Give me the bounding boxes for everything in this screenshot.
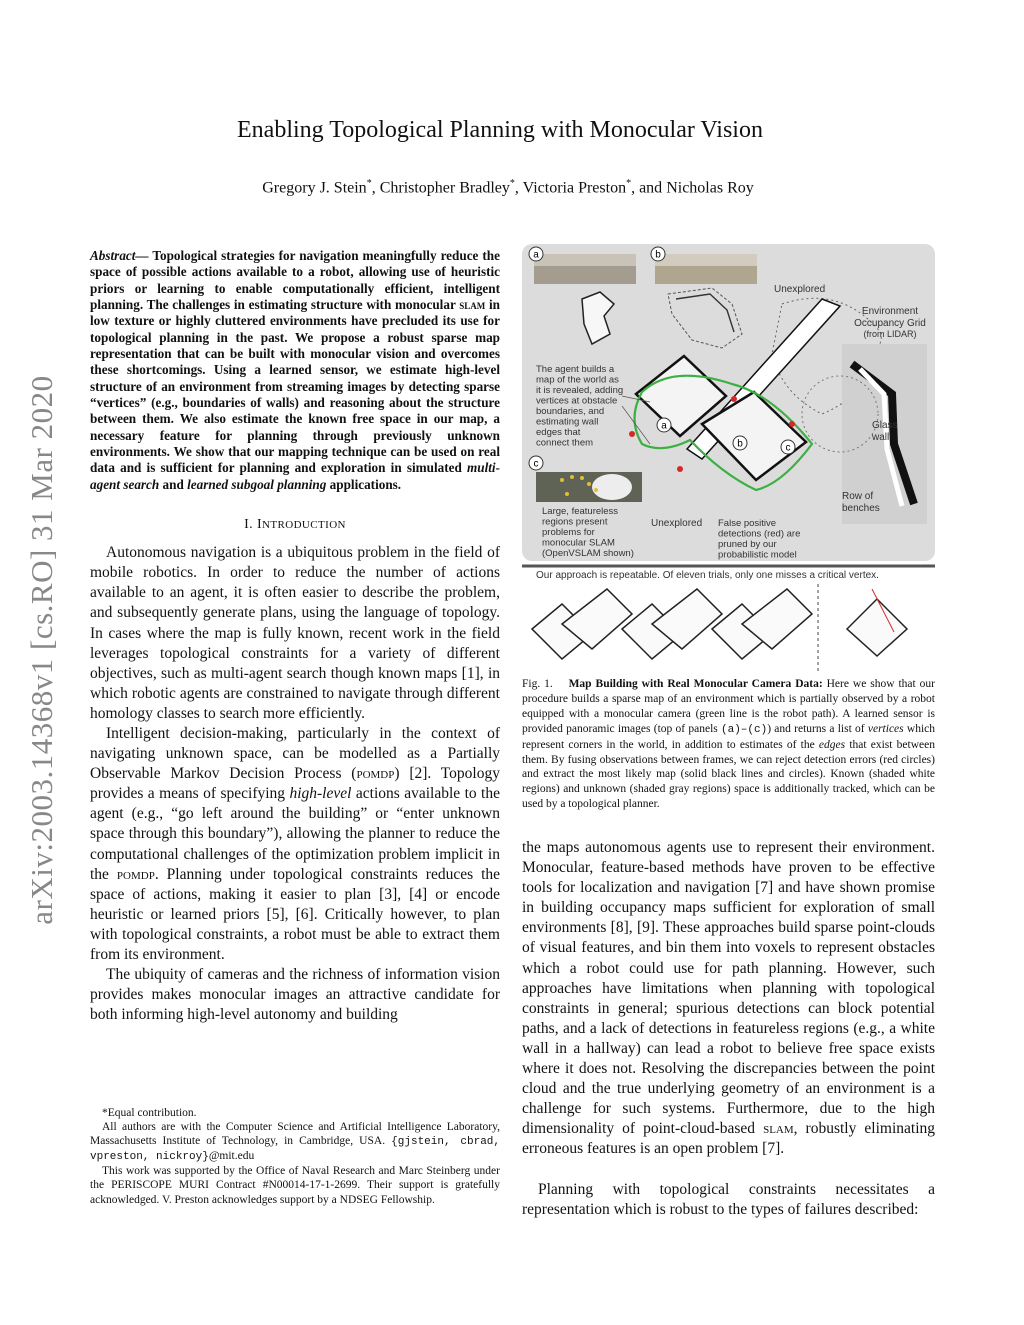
annotation-line: it is revealed, adding <box>536 385 624 396</box>
false-positive <box>731 396 737 402</box>
text: the maps autonomous agents use to represent their environment. Monocular, feature-based methods have proven to be effective tools for localization and navigation [7] and have shown promise in building occupancy maps sufficient for exploration of small environments [8], [9]. These approaches build sparse point-clouds of visual features, and bin them into voxels to represent obstacles which a robot could use for path planning. However, such approaches have limitations when planning with topological constraints in general; spurious detections can block potential paths, and a lack of detections in featureless regions (e.g., a white wall in a hallway) can lead a robot to believe free space exists where it does not. Resolving the discrepancies between the point cloud and the true underlying geometry of an environment is a challenge for such systems. Furthermore, due to the high dimensionality of point-cloud-based <box>522 839 935 1138</box>
author-mark: * <box>366 178 372 189</box>
false-positive <box>677 466 683 472</box>
arxiv-stamp <box>12 340 72 960</box>
annotation-line: estimating wall <box>536 416 599 428</box>
footnotes <box>90 1106 500 1207</box>
arxiv-id: arXiv:2003.14368v1 [cs.RO] 31 Mar 2020 <box>24 375 59 925</box>
footnote-funding: This work was supported by the Office of Naval Research and Marc Steinberg under the PERISCOPE MURI Contract #N00014-17-1-2699. Their support is gratefully acknowledged. V. Preston acknowledges support by a NDSEG Fellowship. <box>90 1165 500 1206</box>
pomdp-term: pomdp <box>116 865 155 883</box>
pomdp-term: pomdp <box>356 765 395 783</box>
author-name: Christopher Bradley <box>379 179 510 197</box>
text: , robustly eliminating erroneous features is an open problem [7]. <box>522 1120 935 1158</box>
label-glass: Glass <box>872 420 898 431</box>
panel-ref: (a)–(c) <box>721 723 768 736</box>
email-domain: @mit.edu <box>208 1150 255 1163</box>
right-paragraph-2: Planning with topological constraints necessitates a representation which is robust to the types of failures described: <box>522 1180 935 1218</box>
paper-title: Enabling Topological Planning with Monocular Vision <box>237 117 763 143</box>
feature-point <box>570 475 574 479</box>
false-positive <box>789 421 795 427</box>
section-initial: I <box>256 517 263 533</box>
annotation-line: map of the world as <box>536 374 619 386</box>
label-occupancy: Occupancy Grid <box>854 318 926 329</box>
author-list: Gregory J. Stein*, Christopher Bradley*, Victoria Preston*, and Nicholas Roy <box>262 178 754 197</box>
footnote-affiliation <box>90 1120 500 1164</box>
footnote-equal: *Equal contribution. <box>102 1107 197 1119</box>
label-occupancy: Environment <box>861 306 919 317</box>
text: ) and returns a list of <box>767 722 868 735</box>
annotation-line: connect them <box>536 437 594 449</box>
intro-paragraph-3: The ubiquity of cameras and the richness of information vision provides makes monocular images an attractive candidate for both informing high-level autonomy and building <box>90 966 500 1024</box>
emphasis: edges <box>818 738 846 751</box>
feature-point <box>560 478 564 482</box>
annotation-line: problems for <box>542 527 595 538</box>
figure-caption <box>522 677 935 812</box>
annotation-line: detections (red) are <box>718 528 801 540</box>
abstract-emphasis: learned subgoal planning <box>187 476 327 492</box>
author-name: Nicholas Roy <box>666 179 754 197</box>
feature-point <box>587 482 591 486</box>
abstract-label: Abstract— <box>90 248 149 263</box>
text: that exist between them. By fusing observations between frames, we can reject detection errors (red circles) and extract the most likely map (solid black lines and circles). Known (shaded white regions) and unknown (shaded gray regions) space is additionally tracked, which can be used by a topological planner. <box>522 738 935 811</box>
right-column <box>522 838 935 1220</box>
feature-point <box>594 488 598 492</box>
text: which represent corners in the world, in addition to estimates of the <box>522 722 935 751</box>
abstract-text: and <box>159 476 188 492</box>
section-name: NTRODUCTION <box>262 519 346 532</box>
section-numeral: I. <box>244 517 257 533</box>
annotation-line: edges that <box>536 427 581 438</box>
emails: {gjstein, cbrad, vpreston, nickroy} <box>90 1136 500 1164</box>
annotation-line: vertices at obstacle <box>536 395 618 407</box>
annotation-line: boundaries, and <box>536 406 605 417</box>
false-positive <box>629 431 635 437</box>
caption-label: Fig. 1. <box>522 678 553 690</box>
left-column <box>90 248 500 1025</box>
panel-c-label: c <box>533 458 539 470</box>
abstract <box>90 248 500 493</box>
abstract-text: Topological strategies for navigation meaningfully reduce the space of possible actions available to a robot, allowing use of heuristic priors or learning to enable computationally efficient, intelligent planning. The challenges in estimating structure with monocular <box>90 248 500 313</box>
text: . Planning under topological constraints reduces the space of actions, making it easier to plan [3], [4] or encode heuristic or learned priors [5], [6]. Critically however, to plan with topological constraints, a robot must be able to extract them from its environment. <box>90 865 501 964</box>
abstract-slam: slam <box>459 297 486 313</box>
panorama-a-sky <box>534 254 636 266</box>
annotation-line: Large, featureless <box>542 506 619 517</box>
intro-paragraph-2 <box>90 724 500 965</box>
abstract-text: applications. <box>326 476 402 492</box>
panorama-b-sky <box>655 254 757 266</box>
annotation-line: The agent builds a <box>536 364 615 375</box>
abstract-emphasis: multi-agent search <box>90 460 500 492</box>
label-unexplored-top: Unexplored <box>774 284 826 295</box>
right-paragraph-1 <box>522 838 935 1160</box>
text: ) [2]. Topology provides a means of specifying <box>90 765 500 803</box>
text: Here we show that our procedure builds a sparse map of an environment which is partially observed by a robot equipped with a monocular camera (green line is the robot path). A learned sensor is provided panoramic images (top of panels <box>522 678 936 735</box>
map-a-label: a <box>661 420 667 432</box>
label-glass: wall <box>872 432 890 443</box>
panel-b-label: b <box>655 249 661 261</box>
panel-a-label: a <box>533 249 539 261</box>
emphasis: vertices <box>867 722 904 735</box>
trial-map-fail <box>847 599 907 656</box>
author-mark: * <box>626 178 632 189</box>
map-b-label: b <box>737 438 743 450</box>
feature-point <box>580 476 584 480</box>
abstract-text: in low texture or highly cluttered environments have precluded its use for topological planning in the past. We propose a robust sparse map representation that can be built with monocular vision and overcomes these shortcomings. Using a learned sensor, we estimate high-level structure of an environment from streaming images by detecting sparse “vertices” (e.g., boundaries of walls) and reasoning about the structure between them. We also estimate the known free space in our map, a necessary feature for planning through previously unknown environments. We show that our mapping technique can be used on real data and is sufficient for planning and exploration in simulated <box>90 297 500 476</box>
label-benches: Row of <box>842 491 874 502</box>
label-unexplored-bottom: Unexplored <box>651 518 703 529</box>
caption-title: Map Building with Real Monocular Camera Data: <box>568 678 823 690</box>
text: actions available to the agent (e.g., “go left around the building” or “enter unknown space through this boundary”), allowing the planner to reduce the computational challenges of the optimization problem implicit in the <box>90 785 500 883</box>
section-heading <box>90 517 500 533</box>
trial-maps <box>532 589 812 659</box>
label-repeatable: Our approach is repeatable. Of eleven trials, only one misses a critical vertex. <box>536 570 879 581</box>
annotation-line: probabilistic model <box>718 549 797 561</box>
figure-1 <box>522 244 935 674</box>
panorama-c-blob <box>592 474 632 500</box>
slam-term: slam <box>763 1120 794 1138</box>
author-mark: * <box>509 178 515 189</box>
text: Intelligent decision-making, particularly in the context of navigating unknown space, can be modelled as a Partially Observable Markov Decision Process ( <box>90 725 500 783</box>
map-c-label: c <box>785 442 791 454</box>
annotation-line: pruned by our <box>718 539 777 550</box>
label-benches: benches <box>842 503 880 514</box>
annotation-line: (OpenVSLAM shown) <box>542 548 634 559</box>
author-name: Gregory J. Stein <box>262 179 367 197</box>
annotation-line: monocular SLAM <box>542 537 615 549</box>
feature-point <box>565 492 569 496</box>
author-name: Victoria Preston <box>522 179 627 197</box>
label-occupancy: (from LIDAR) <box>863 329 917 339</box>
intro-paragraph-1: Autonomous navigation is a ubiquitous problem in the field of mobile robotics. In order to reduce the number of actions available to an agent, it is often easier to describe the problem, and subsequently generate plans, using the language of topology. In cases where the map is fully known, recent work in the field leverages topological constraints for a variety of different objectives, such as multi-agent search though known maps [1], in which robotic agents are constrained to navigate through different homology classes to search more efficiently. <box>90 544 500 722</box>
emphasis: high-level <box>289 785 352 803</box>
annotation-line: False positive <box>718 518 777 529</box>
annotation-line: regions present <box>542 516 608 528</box>
text: All authors are with the Computer Science and Artificial Intelligence Laboratory, Massachusetts Institute of Technology, in Cambridge, USA. <box>90 1121 500 1148</box>
